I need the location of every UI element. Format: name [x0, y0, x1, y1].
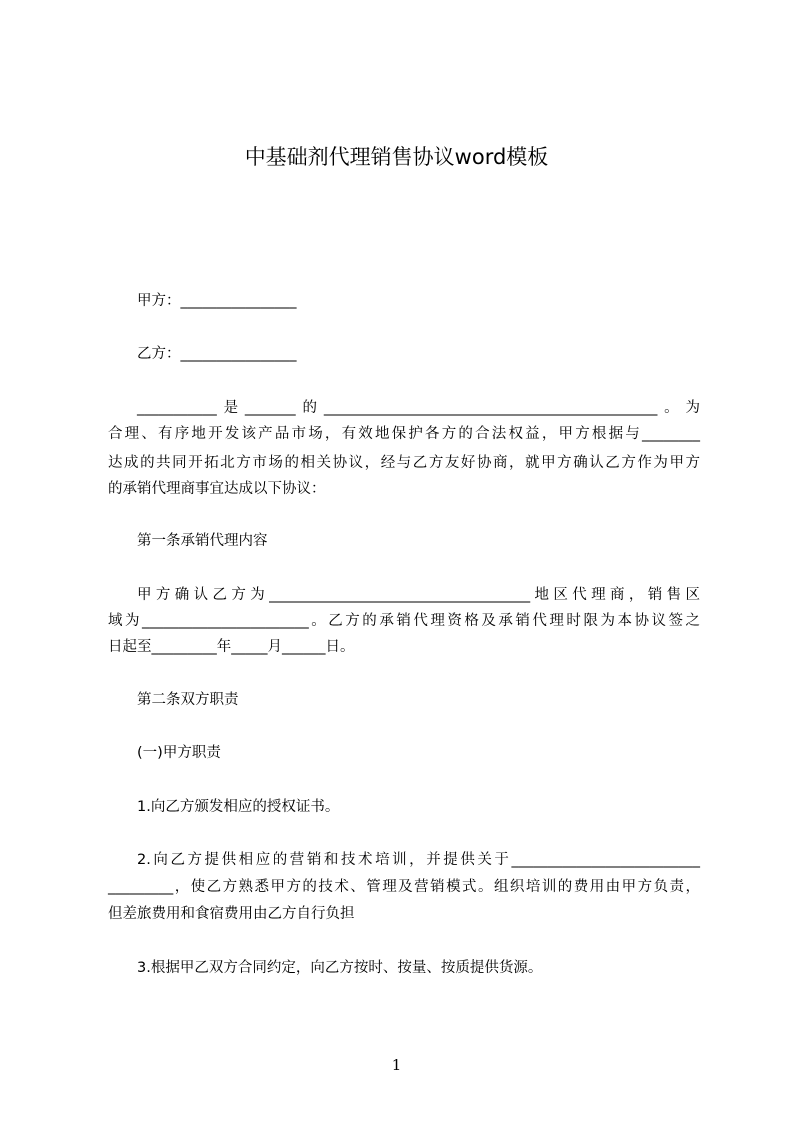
intro-line-3: 达成的共同开拓北方市场的相关协议，经与乙方友好协商，就甲方确认乙方作为甲方	[108, 455, 700, 471]
article-1-title: 第一条承销代理内容	[137, 533, 268, 549]
item-2-line-1: 2.向乙方提供相应的营销和技术培训，并提供关于__________________________	[137, 852, 700, 868]
article-2-title: 第二条双方职责	[137, 692, 239, 708]
section-a-title: (一)甲方职责	[137, 745, 221, 761]
item-2-line-2: _________，使乙方熟悉甲方的技术、管理及营销模式。组织培训的费用由甲方负责，	[108, 879, 700, 895]
intro-line-2: 合理、有序地开发该产品市场，有效地保护各方的合法权益，甲方根据与________	[108, 426, 700, 442]
party-a-line: 甲方：________________	[137, 293, 297, 309]
item-3: 3.根据甲乙双方合同约定，向乙方按时、按量、按质提供货源。	[137, 960, 543, 976]
document-title: 中基础剂代理销售协议word模板	[244, 145, 549, 169]
article-1-line-1: 甲方确认乙方为____________________________________地区代理商，销售区	[137, 587, 700, 603]
item-1: 1.向乙方颁发相应的授权证书。	[137, 799, 340, 815]
article-1-line-3: 日起至_________年_____月______日。	[108, 639, 355, 655]
intro-line-1: ___________是_______的______________________________________________。为	[137, 400, 700, 416]
party-b-line: 乙方：________________	[137, 346, 297, 362]
page-number: 1	[391, 1056, 402, 1074]
item-2-line-3: 但差旅费用和食宿费用由乙方自行负担	[108, 906, 355, 922]
intro-line-4: 的承销代理商事宜达成以下协议：	[108, 481, 326, 497]
article-1-line-2: 域为_______________________。乙方的承销代理资格及承销代理时限为本协议签之	[108, 613, 700, 629]
